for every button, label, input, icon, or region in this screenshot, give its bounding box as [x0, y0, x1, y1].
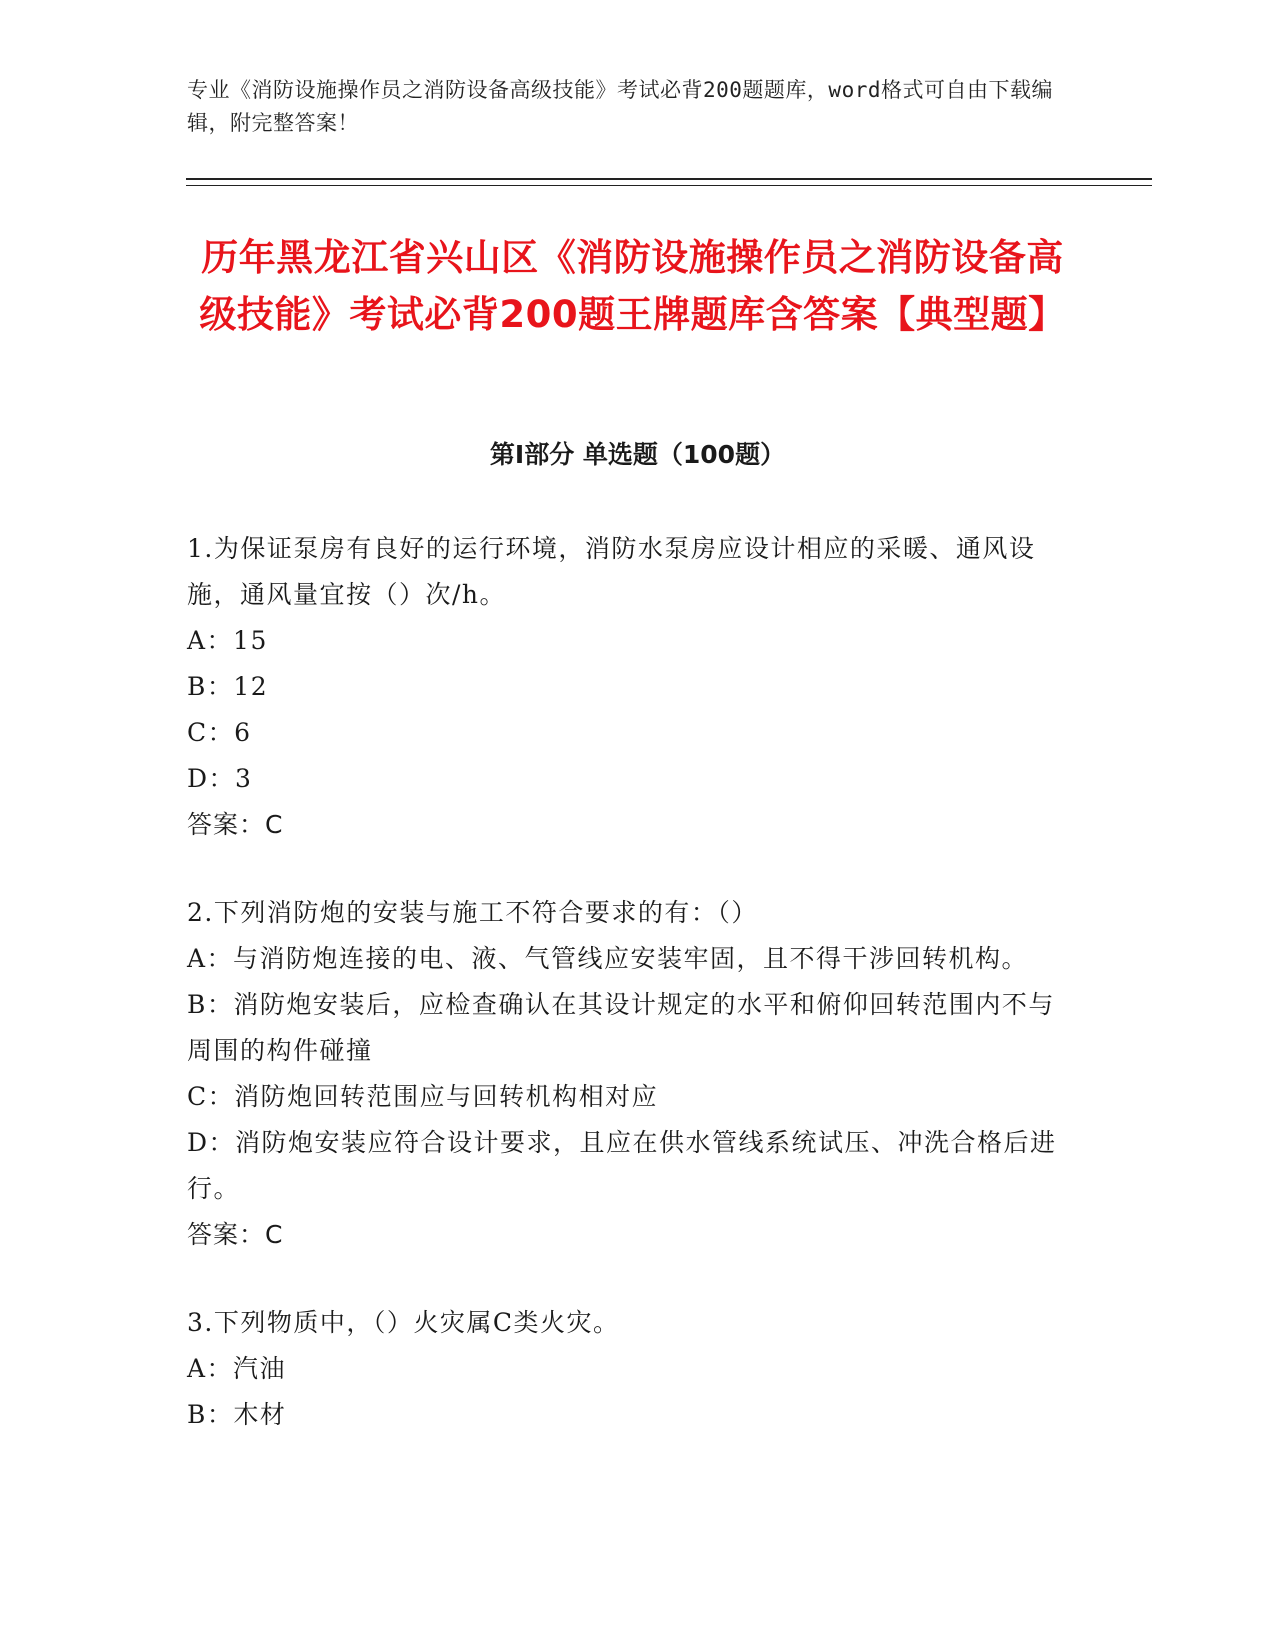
question-stem: 2.下列消防炮的安装与施工不符合要求的有：（） — [187, 898, 758, 927]
option-b: B：消防炮安装后，应检查确认在其设计规定的水平和俯仰回转范围内不与周围的构件碰撞 — [187, 990, 1055, 1065]
option-c: C：消防炮回转范围应与回转机构相对应 — [187, 1082, 659, 1111]
option-d: D：3 — [187, 764, 253, 793]
question-stem: 1.为保证泵房有良好的运行环境，消防水泵房应设计相应的采暖、通风设施，通风量宜按（）次/h。 — [187, 534, 1036, 609]
section-title: 第Ⅰ部分 单选题（100题） — [489, 440, 786, 469]
question-list — [187, 526, 1067, 1480]
option-a: A：15 — [187, 626, 268, 655]
option-b: B：木材 — [187, 1400, 287, 1429]
question-1 — [187, 526, 1067, 848]
header-divider-thin — [186, 185, 1152, 186]
document-title: 历年黑龙江省兴山区《消防设施操作员之消防设备高级技能》考试必背200题王牌题库含答案【典型题】 — [199, 236, 1066, 336]
question-3 — [187, 1300, 1067, 1438]
header-note: 专业《消防设施操作员之消防设备高级技能》考试必背200题题库，word格式可自由下载编辑，附完整答案！ — [187, 78, 1053, 135]
question-2 — [187, 890, 1067, 1258]
question-stem: 3.下列物质中，（）火灾属C类火灾。 — [187, 1308, 620, 1337]
option-b: B：12 — [187, 672, 269, 701]
option-d: D：消防炮安装应符合设计要求，且应在供水管线系统试压、冲洗合格后进行。 — [187, 1128, 1057, 1203]
answer: 答案：C — [187, 1220, 284, 1249]
option-a: A：汽油 — [187, 1354, 287, 1383]
answer: 答案：C — [187, 810, 284, 839]
header-divider-thick — [186, 178, 1152, 180]
option-c: C：6 — [187, 718, 252, 747]
option-a: A：与消防炮连接的电、液、气管线应安装牢固，且不得干涉回转机构。 — [187, 944, 1029, 973]
